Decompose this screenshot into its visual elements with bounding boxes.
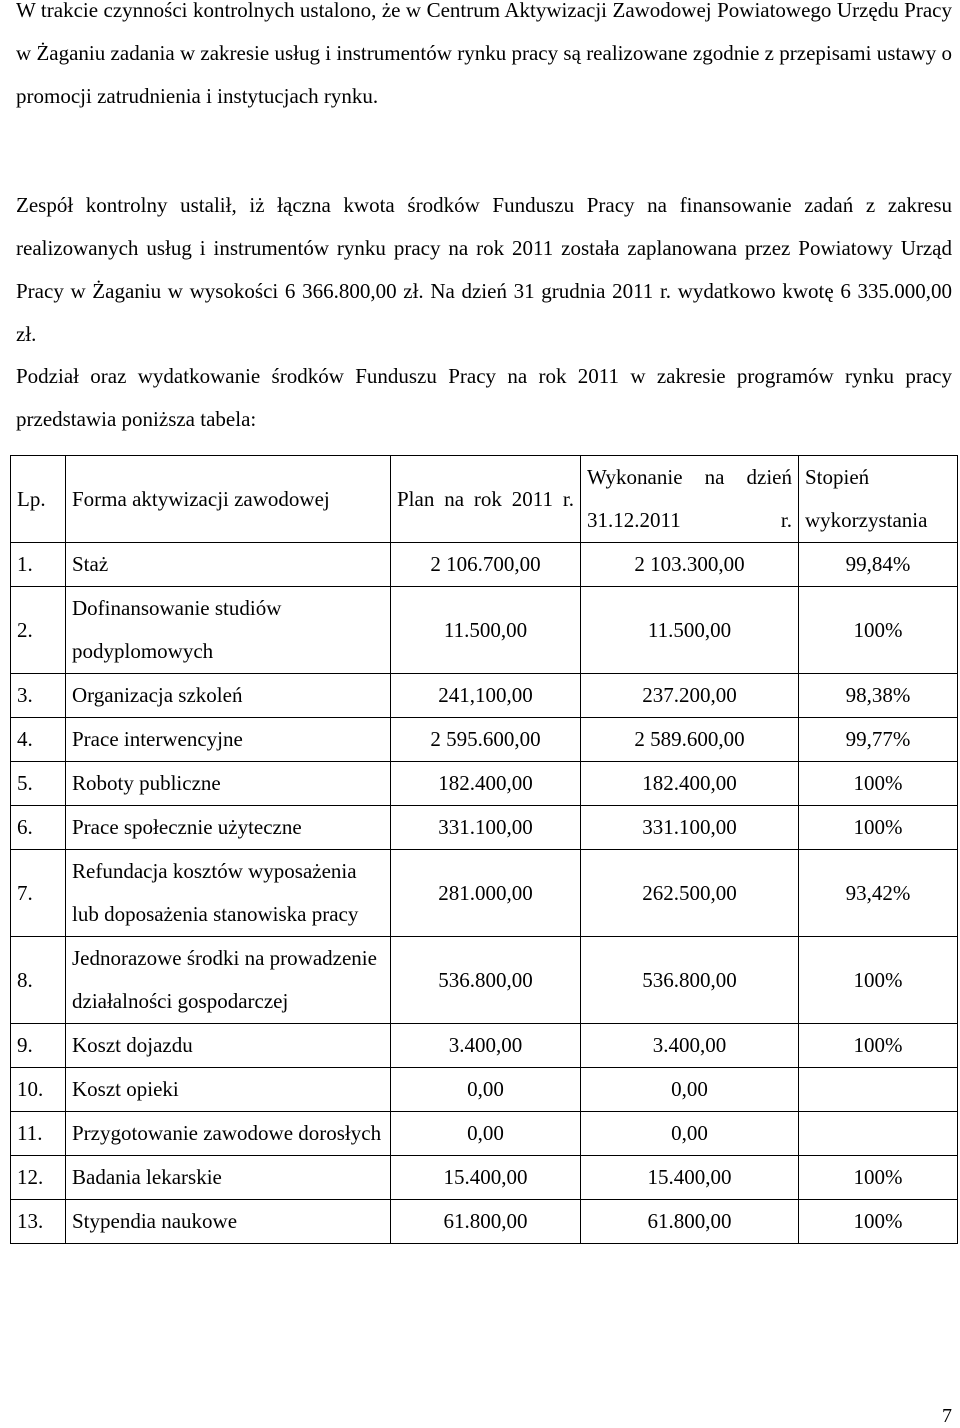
row-plan: 2 595.600,00 <box>391 718 581 762</box>
row-stopien: 100% <box>799 762 958 806</box>
row-number: 9. <box>11 1024 66 1068</box>
row-number: 7. <box>11 850 66 937</box>
row-plan: 182.400,00 <box>391 762 581 806</box>
row-wykonanie: 237.200,00 <box>581 674 799 718</box>
table-row <box>11 1112 958 1156</box>
row-wykonanie: 536.800,00 <box>581 937 799 1024</box>
row-forma: Przygotowanie zawodowe dorosłych <box>66 1112 391 1156</box>
table-row <box>11 1200 958 1244</box>
row-stopien: 100% <box>799 1200 958 1244</box>
table-row <box>11 1024 958 1068</box>
row-stopien: 100% <box>799 1024 958 1068</box>
page-number: 7 <box>942 1405 952 1427</box>
paragraph-3: Podział oraz wydatkowanie środków Funduszu Pracy na rok 2011 w zakresie programów rynku pracy przedstawia poniższa tabela: <box>16 364 952 431</box>
header-plan <box>391 456 581 543</box>
row-forma: Prace interwencyjne <box>66 718 391 762</box>
row-wykonanie: 3.400,00 <box>581 1024 799 1068</box>
row-plan: 11.500,00 <box>391 587 581 674</box>
row-wykonanie: 331.100,00 <box>581 806 799 850</box>
row-wykonanie: 182.400,00 <box>581 762 799 806</box>
row-number: 13. <box>11 1200 66 1244</box>
row-forma: Jednorazowe środki na prowadzenie działalności gospodarczej <box>66 937 391 1024</box>
row-plan: 281.000,00 <box>391 850 581 937</box>
row-number: 4. <box>11 718 66 762</box>
row-stopien: 99,77% <box>799 718 958 762</box>
row-forma: Refundacja kosztów wyposażenia lub doposażenia stanowiska pracy <box>66 850 391 937</box>
row-stopien: 99,84% <box>799 543 958 587</box>
row-forma: Roboty publiczne <box>66 762 391 806</box>
row-plan: 2 106.700,00 <box>391 543 581 587</box>
row-wykonanie: 2 589.600,00 <box>581 718 799 762</box>
row-wykonanie: 11.500,00 <box>581 587 799 674</box>
row-wykonanie: 2 103.300,00 <box>581 543 799 587</box>
row-plan: 241,100,00 <box>391 674 581 718</box>
table-row <box>11 718 958 762</box>
header-wykonanie-text: Wykonanie na dzień 31.12.2011 r. <box>587 465 792 532</box>
paragraph-1: W trakcie czynności kontrolnych ustalono, że w Centrum Aktywizacji Zawodowej Powiatowego Urzędu Pracy w Żaganiu zadania w zakresie usług i instrumentów rynku pracy są realizowane zgodnie z przepisami ustawy o promocji zatrudnienia i instytucjach rynku. <box>16 0 952 108</box>
row-stopien <box>799 1112 958 1156</box>
row-wykonanie: 0,00 <box>581 1112 799 1156</box>
funding-table <box>10 455 958 1244</box>
row-stopien: 100% <box>799 1156 958 1200</box>
row-forma: Koszt opieki <box>66 1068 391 1112</box>
row-stopien <box>799 1068 958 1112</box>
row-stopien: 93,42% <box>799 850 958 937</box>
row-stopien: 98,38% <box>799 674 958 718</box>
row-number: 2. <box>11 587 66 674</box>
row-number: 11. <box>11 1112 66 1156</box>
row-forma: Staż <box>66 543 391 587</box>
row-plan: 0,00 <box>391 1112 581 1156</box>
row-stopien: 100% <box>799 587 958 674</box>
table-row <box>11 850 958 937</box>
row-number: 1. <box>11 543 66 587</box>
row-number: 5. <box>11 762 66 806</box>
row-plan: 536.800,00 <box>391 937 581 1024</box>
row-stopien: 100% <box>799 937 958 1024</box>
row-plan: 3.400,00 <box>391 1024 581 1068</box>
row-wykonanie: 0,00 <box>581 1068 799 1112</box>
header-stopien: Stopień wykorzystania <box>799 456 958 543</box>
table-row <box>11 587 958 674</box>
table-row <box>11 937 958 1024</box>
row-wykonanie: 61.800,00 <box>581 1200 799 1244</box>
row-plan: 331.100,00 <box>391 806 581 850</box>
row-number: 10. <box>11 1068 66 1112</box>
header-lp: Lp. <box>11 456 66 543</box>
table-row <box>11 543 958 587</box>
paragraph-2: Zespół kontrolny ustalił, iż łączna kwota środków Funduszu Pracy na finansowanie zadań z zakresu realizowanych usług i instrumentów rynku pracy na rok 2011 została zaplanowana przez Powiatowy Urząd Pracy w Żaganiu w wysokości 6 366.800,00 zł. Na dzień 31 grudnia 2011 r. wydatkowo kwotę 6 335.000,00 zł. <box>16 193 952 346</box>
row-forma: Prace społecznie użyteczne <box>66 806 391 850</box>
row-plan: 61.800,00 <box>391 1200 581 1244</box>
row-forma: Stypendia naukowe <box>66 1200 391 1244</box>
row-forma: Koszt dojazdu <box>66 1024 391 1068</box>
table-header-row <box>11 456 958 543</box>
row-wykonanie: 262.500,00 <box>581 850 799 937</box>
row-plan: 15.400,00 <box>391 1156 581 1200</box>
header-wykonanie <box>581 456 799 543</box>
row-forma: Badania lekarskie <box>66 1156 391 1200</box>
row-number: 8. <box>11 937 66 1024</box>
table-row <box>11 1156 958 1200</box>
table-row <box>11 806 958 850</box>
table-row <box>11 762 958 806</box>
row-number: 6. <box>11 806 66 850</box>
row-plan: 0,00 <box>391 1068 581 1112</box>
row-number: 3. <box>11 674 66 718</box>
row-wykonanie: 15.400,00 <box>581 1156 799 1200</box>
row-forma: Dofinansowanie studiów podyplomowych <box>66 587 391 674</box>
header-plan-text: Plan na rok 2011 r. <box>397 486 574 511</box>
row-forma: Organizacja szkoleń <box>66 674 391 718</box>
table-row <box>11 674 958 718</box>
row-number: 12. <box>11 1156 66 1200</box>
header-forma: Forma aktywizacji zawodowej <box>66 456 391 543</box>
table-row <box>11 1068 958 1112</box>
row-stopien: 100% <box>799 806 958 850</box>
